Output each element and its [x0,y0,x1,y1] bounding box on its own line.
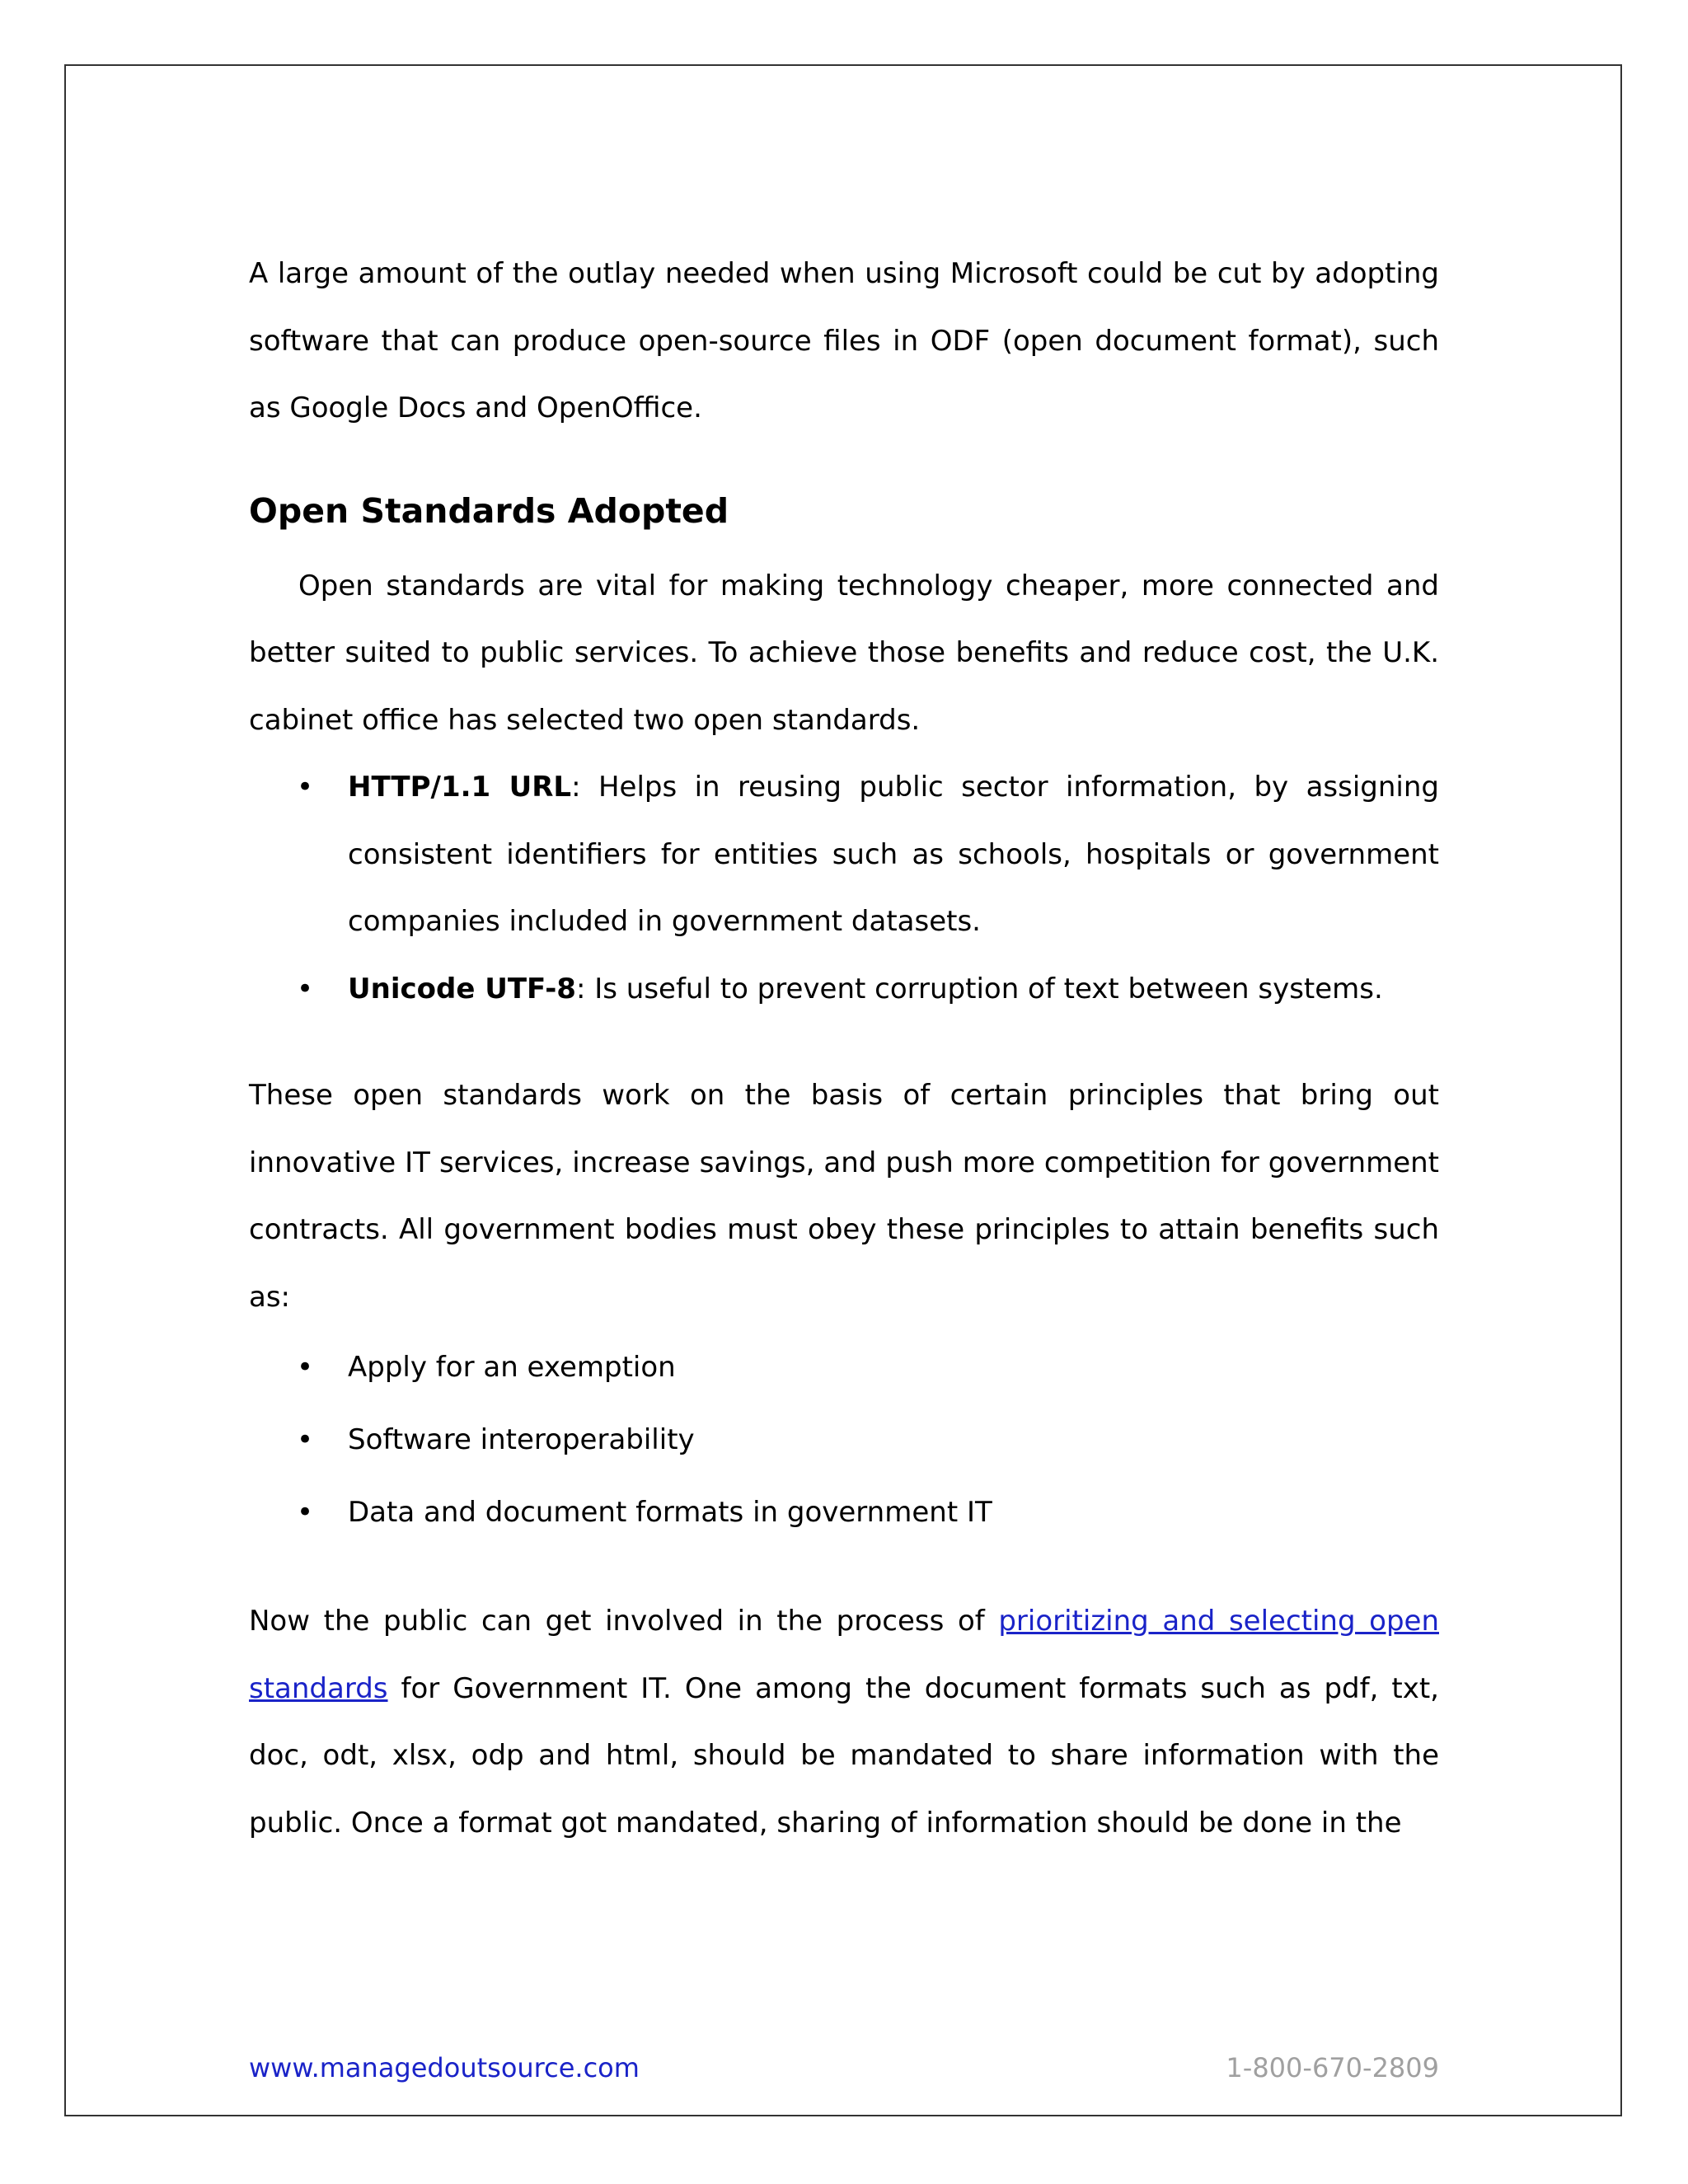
open-standards-link[interactable]: prioritizing and selecting open standards [249,1605,1439,1705]
principles-paragraph: These open standards work on the basis of certain principles that bring out innovative IT services, increase savings, and push more competition for government contracts. All government bodies must obey these principles to attain benefits such as: [249,1079,1439,1314]
list-item [297,1476,1439,1549]
list-item [297,754,1439,956]
document-body [249,241,1439,1857]
benefit-text: Software interoperability [348,1423,695,1456]
footer-phone: 1-800-670-2809 [1226,2052,1439,2083]
standard-term: HTTP/1.1 URL [348,771,572,804]
benefits-list [249,1331,1439,1549]
footer-website-link[interactable]: www.managedoutsource.com [249,2052,640,2083]
section-heading: Open Standards Adopted [249,490,729,531]
closing-text-start: Now the public can get involved in the process of [249,1605,999,1638]
footer [249,2052,1439,2085]
section-paragraph: Open standards are vital for making technology cheaper, more connected and better suited to public services. To achieve those benefits and reduce cost, the U.K. cabinet office has selected two open standards. [249,569,1439,737]
closing-text-end: for Government IT. One among the document formats such as pdf, txt, doc, odt, xlsx, odp and html, should be mandated to share information with the public. Once a format got mandated, sharing of information should be done in the [249,1671,1439,1840]
benefit-text: Apply for an exemption [348,1351,676,1384]
list-item [297,1331,1439,1404]
list-item [297,956,1439,1024]
bullet-icon: • [297,1351,314,1384]
bullet-icon: • [297,972,314,1005]
bullet-icon: • [297,1423,314,1456]
standard-term: Unicode UTF-8 [348,972,576,1005]
standard-text: : Is useful to prevent corruption of text between systems. [575,972,1383,1005]
list-item [297,1404,1439,1476]
bullet-icon: • [297,771,314,804]
benefit-text: Data and document formats in government IT [348,1496,992,1529]
bullet-icon: • [297,1496,314,1529]
closing-paragraph [249,1588,1439,1857]
standard-text: : Helps in reusing public sector information, by assigning consistent identifiers for entities such as schools, hospitals or government companies included in government datasets. [348,771,1439,938]
intro-paragraph: A large amount of the outlay needed when using Microsoft could be cut by adopting software that can produce open-source files in ODF (open document format), such as Google Docs and OpenOffice. [249,257,1439,424]
standards-list [249,754,1439,1023]
